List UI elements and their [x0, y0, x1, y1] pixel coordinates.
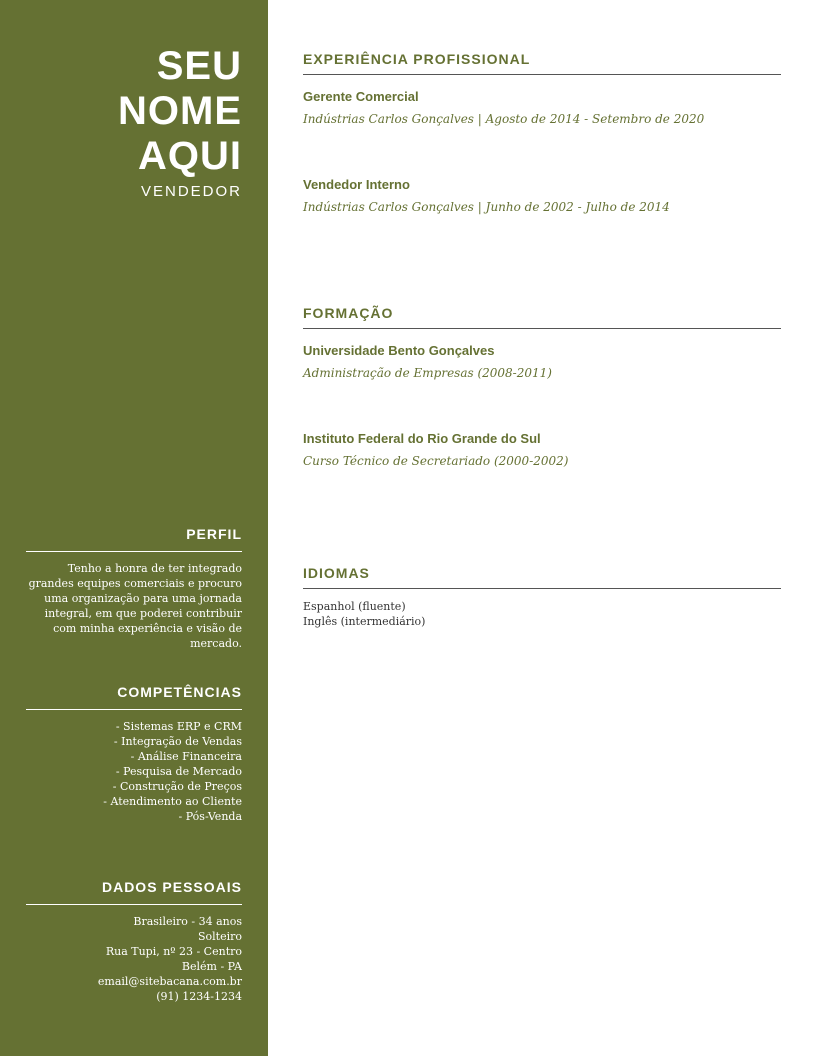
entry-subtitle: Curso Técnico de Secretariado (2000-2002) — [303, 454, 569, 468]
list-item: Brasileiro - 34 anos — [133, 915, 242, 928]
list-item: Belém - PA — [181, 960, 242, 973]
dados-list — [26, 914, 242, 1004]
idiomas-section — [303, 565, 781, 629]
email-text: email@sitebacana.com.br — [97, 975, 242, 988]
list-item: Espanhol (fluente) — [303, 600, 406, 613]
idiomas-list — [303, 599, 781, 629]
list-item: - Atendimento ao Cliente — [103, 795, 242, 808]
competencias-list — [26, 719, 242, 824]
name-heading — [118, 44, 242, 179]
entry-title: Gerente Comercial — [303, 89, 419, 104]
perfil-text: Tenho a honra de ter integrado grandes equipes comerciais e procuro uma organização para uma jornada integral, em que poderei contribuir com minha experiência e visão de mercado. — [28, 562, 242, 650]
list-item: - Análise Financeira — [130, 750, 242, 763]
name-line: SEU — [156, 44, 242, 88]
sidebar — [0, 0, 268, 1056]
dados-title: DADOS PESSOAIS — [26, 879, 242, 905]
entry-title: Instituto Federal do Rio Grande do Sul — [303, 431, 541, 446]
experience-entry — [303, 89, 781, 126]
name-line: AQUI — [138, 134, 242, 178]
competencias-section — [26, 684, 242, 824]
experience-entry — [303, 177, 781, 214]
list-item: - Pesquisa de Mercado — [115, 765, 242, 778]
dados-section — [26, 879, 242, 1004]
competencias-title: COMPETÊNCIAS — [26, 684, 242, 710]
list-item: - Pós-Venda — [178, 810, 242, 823]
education-entry — [303, 431, 781, 468]
entry-title: Vendedor Interno — [303, 177, 410, 192]
entry-subtitle: Indústrias Carlos Gonçalves | Agosto de 2014 - Setembro de 2020 — [303, 112, 705, 126]
list-item: - Integração de Vendas — [113, 735, 242, 748]
list-item: - Sistemas ERP e CRM — [115, 720, 242, 733]
name-line: NOME — [118, 89, 242, 133]
experiencia-section — [303, 51, 781, 214]
perfil-section — [26, 526, 242, 651]
formacao-section — [303, 305, 781, 468]
experiencia-title: EXPERIÊNCIA PROFISSIONAL — [303, 51, 781, 75]
list-item: Inglês (intermediário) — [303, 615, 426, 628]
list-item: - Construção de Preços — [112, 780, 242, 793]
list-item: Rua Tupi, nº 23 - Centro — [105, 945, 242, 958]
formacao-title: FORMAÇÃO — [303, 305, 781, 329]
entry-title: Universidade Bento Gonçalves — [303, 343, 495, 358]
perfil-title: PERFIL — [26, 526, 242, 552]
entry-subtitle: Administração de Empresas (2008-2011) — [303, 366, 552, 380]
idiomas-title: IDIOMAS — [303, 565, 781, 589]
phone-text: (91) 1234-1234 — [156, 990, 242, 1003]
education-entry — [303, 343, 781, 380]
list-item: Solteiro — [197, 930, 242, 943]
entry-subtitle: Indústrias Carlos Gonçalves | Junho de 2002 - Julho de 2014 — [303, 200, 670, 214]
role-title: VENDEDOR — [140, 183, 242, 200]
